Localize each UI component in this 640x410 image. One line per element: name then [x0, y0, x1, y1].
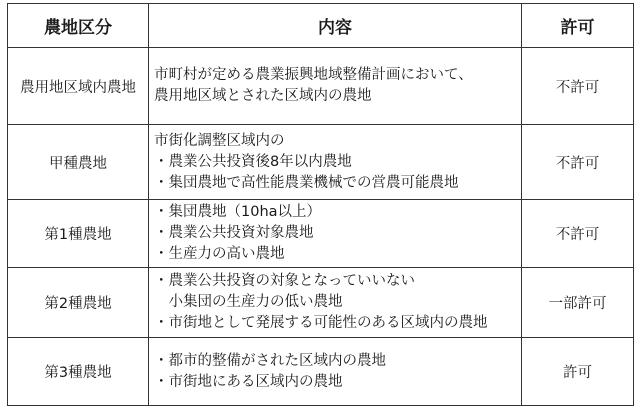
- content-line: 農用地区域とされた区域内の農地: [154, 88, 372, 104]
- row-permission: 不許可: [522, 125, 634, 200]
- row-category: 第1種農地: [8, 200, 149, 268]
- farmland-classification-table: [7, 3, 634, 406]
- content-line: ・市街地として発展する可能性のある区域内の農地: [154, 315, 488, 331]
- row-category: 第2種農地: [8, 268, 149, 338]
- table-row: [8, 48, 634, 125]
- table-row: [8, 125, 634, 200]
- table-row: [8, 268, 634, 338]
- row-category: 第3種農地: [8, 338, 149, 406]
- row-content: [149, 338, 522, 406]
- row-category: 甲種農地: [8, 125, 149, 200]
- row-permission: 一部許可: [522, 268, 634, 338]
- content-line: ・農業公共投資対象農地: [154, 225, 314, 241]
- content-line: ・農業公共投資後8年以内農地: [154, 153, 352, 170]
- row-permission: 許可: [522, 338, 634, 406]
- content-line: ・農業公共投資の対象となっていいない: [154, 273, 415, 289]
- content-line: 小集団の生産力の低い農地: [154, 294, 343, 310]
- farmland-table-container: [7, 3, 633, 404]
- content-line: ・市街地にある区域内の農地: [154, 373, 343, 390]
- header-content: 内容: [149, 4, 522, 48]
- content-line: 市街化調整区域内の: [154, 132, 285, 149]
- table-row: [8, 338, 634, 406]
- row-content: [149, 200, 522, 268]
- content-line: ・生産力の高い農地: [154, 246, 285, 262]
- row-content: [149, 125, 522, 200]
- row-permission: 不許可: [522, 200, 634, 268]
- header-permission: 許可: [522, 4, 634, 48]
- table-row: [8, 200, 634, 268]
- content-line: 市町村が定める農業振興地域整備計画において、: [154, 67, 473, 83]
- content-line: ・都市的整備がされた区域内の農地: [154, 352, 386, 369]
- row-content: [149, 48, 522, 125]
- row-category: 農用地区域内農地: [8, 48, 149, 125]
- row-content: [149, 268, 522, 338]
- content-line: ・集団農地で高性能農業機械での営農可能農地: [154, 174, 459, 191]
- header-category: 農地区分: [8, 4, 149, 48]
- table-header-row: [8, 4, 634, 48]
- content-line: ・集団農地（10ha以上）: [154, 204, 322, 220]
- row-permission: 不許可: [522, 48, 634, 125]
